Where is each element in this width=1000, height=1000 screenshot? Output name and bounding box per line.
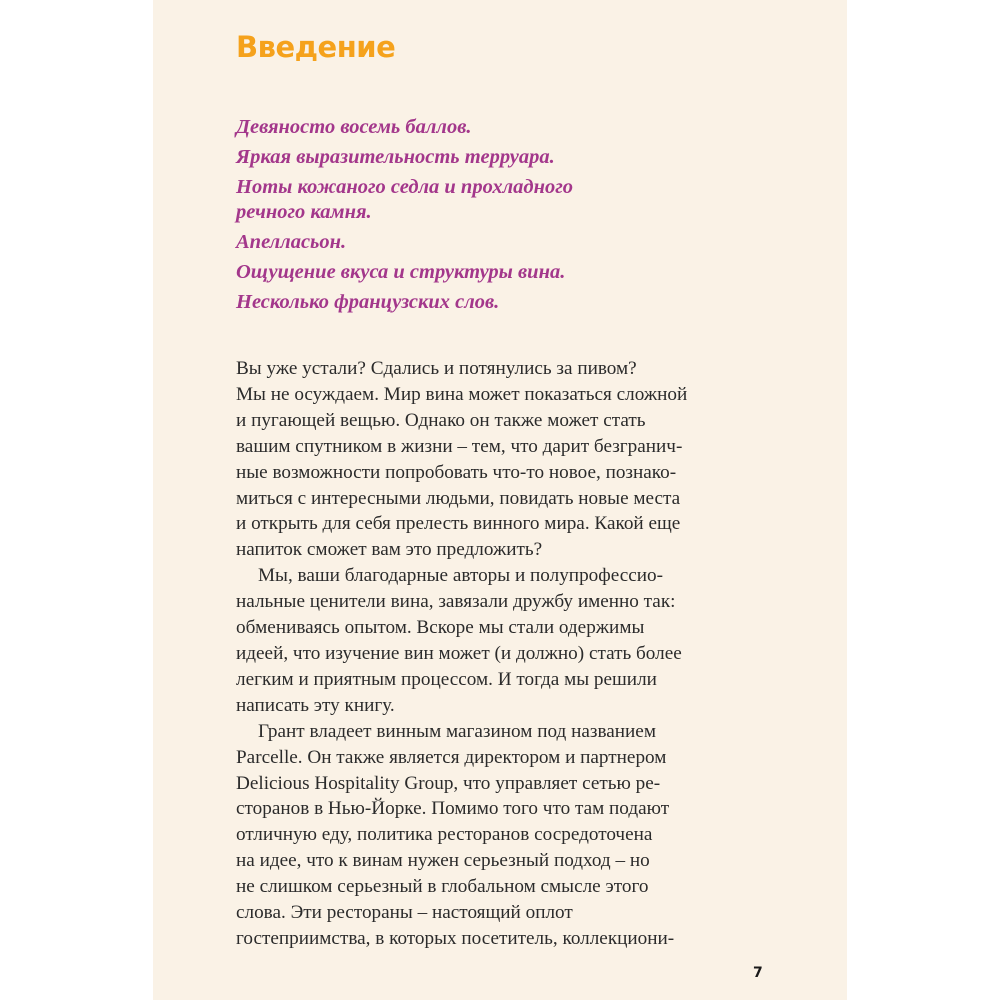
text-line: Мы, ваши благодарные авторы и полупрофессио-: [258, 565, 663, 587]
text-line: Грант владеет винным магазином под названием: [258, 720, 656, 742]
epigraph-line: Ощущение вкуса и структуры вина.: [236, 261, 566, 283]
text-line: ные возможности попробовать что-то новое, познако-: [236, 461, 677, 483]
epigraph-line: Яркая выразительность терруара.: [236, 146, 555, 168]
text-line: гостеприимства, в которых посетитель, коллекциони-: [236, 927, 675, 949]
text-line: и открыть для себя прелесть винного мира. Какой еще: [236, 513, 681, 535]
text-line: Delicious Hospitality Group, что управляет сетью ре-: [236, 772, 661, 794]
text-line: миться с интересными людьми, повидать новые места: [236, 487, 681, 509]
chapter-heading: Введение: [236, 30, 396, 64]
text-line: напиток сможет вам это предложить?: [236, 539, 543, 561]
text-line: легким и приятным процессом. И тогда мы решили: [236, 668, 657, 690]
text-line: Мы не осуждаем. Мир вина может показаться сложной: [236, 383, 688, 405]
text-line: вашим спутником в жизни – тем, что дарит безгранич-: [236, 435, 683, 457]
text-line: сторанов в Нью-Йорке. Помимо того что там подают: [236, 798, 670, 820]
epigraph: [236, 115, 796, 320]
page-number: 7: [753, 965, 763, 981]
text-line: не слишком серьезный в глобальном смысле этого: [236, 876, 649, 898]
book-page: [153, 0, 847, 1000]
text-line: Вы уже устали? Сдались и потянулись за пивом?: [236, 358, 637, 379]
text-line: и пугающей вещью. Однако он также может стать: [236, 409, 646, 431]
text-line: нальные ценители вина, завязали дружбу именно так:: [236, 591, 676, 613]
epigraph-line: Несколько французских слов.: [236, 291, 500, 313]
text-line: слова. Эти рестораны – настоящий оплот: [236, 902, 573, 924]
text-line: на идее, что к винам нужен серьезный подход – но: [236, 850, 650, 872]
text-line: написать эту книгу.: [236, 694, 395, 716]
text-line: отличную еду, политика ресторанов сосредоточена: [236, 824, 653, 846]
epigraph-line: Ноты кожаного седла и прохладного речного камня.: [236, 176, 574, 223]
epigraph-line: Девяносто восемь баллов.: [236, 116, 472, 138]
body-text: [236, 356, 756, 952]
text-line: обмениваясь опытом. Вскоре мы стали одержимы: [236, 617, 645, 639]
text-line: идеей, что изучение вин может (и должно) стать более: [236, 642, 682, 664]
text-line: Parcelle. Он также является директором и партнером: [236, 746, 667, 768]
epigraph-line: Апелласьон.: [236, 231, 347, 253]
